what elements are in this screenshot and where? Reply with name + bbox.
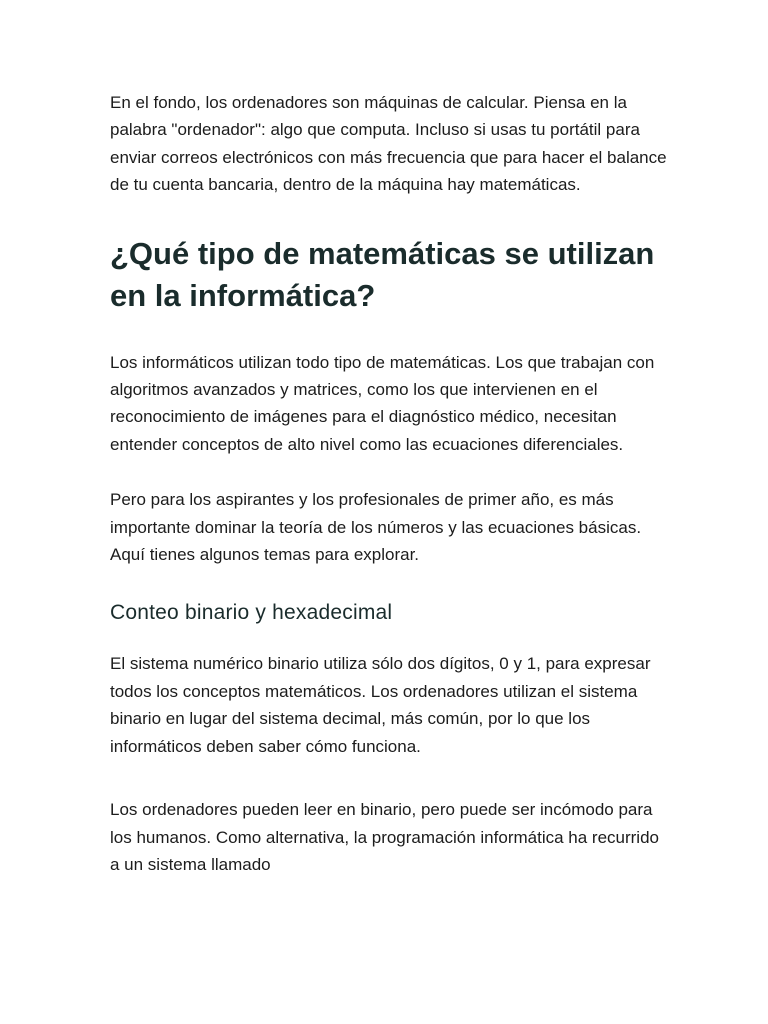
article-body	[110, 89, 670, 878]
paragraph-2: Los informáticos utilizan todo tipo de matemáticas. Los que trabajan con algoritmos avanzados y matrices, como los que intervienen en el reconocimiento de imágenes para el diagnóstico médico, necesitan entender conceptos de alto nivel como las ecuaciones diferenciales.	[110, 352, 655, 454]
paragraph-3: Pero para los aspirantes y los profesionales de primer año, es más importante dominar la teoría de los números y las ecuaciones básicas. Aquí tienes algunos temas para explorar.	[110, 490, 642, 565]
section-heading: ¿Qué tipo de matemáticas se utilizan en la informática?	[110, 235, 655, 313]
paragraph-5: Los ordenadores pueden leer en binario, pero puede ser incómodo para los humanos. Como alternativa, la programación informática ha recurrido a un sistema llamado	[110, 800, 659, 874]
subsection-heading: Conteo binario y hexadecimal	[110, 601, 393, 625]
paragraph-4: El sistema numérico binario utiliza sólo dos dígitos, 0 y 1, para expresar todos los conceptos matemáticos. Los ordenadores utilizan el sistema binario en lugar del sistema decimal, más común, por lo que los informáticos deben saber cómo funciona.	[110, 654, 651, 756]
intro-paragraph: En el fondo, los ordenadores son máquinas de calcular. Piensa en la palabra "ordenador": algo que computa. Incluso si usas tu portátil para enviar correos electrónicos con más frecuencia que para hacer el balance de tu cuenta bancaria, dentro de la máquina hay matemáticas.	[110, 93, 667, 195]
